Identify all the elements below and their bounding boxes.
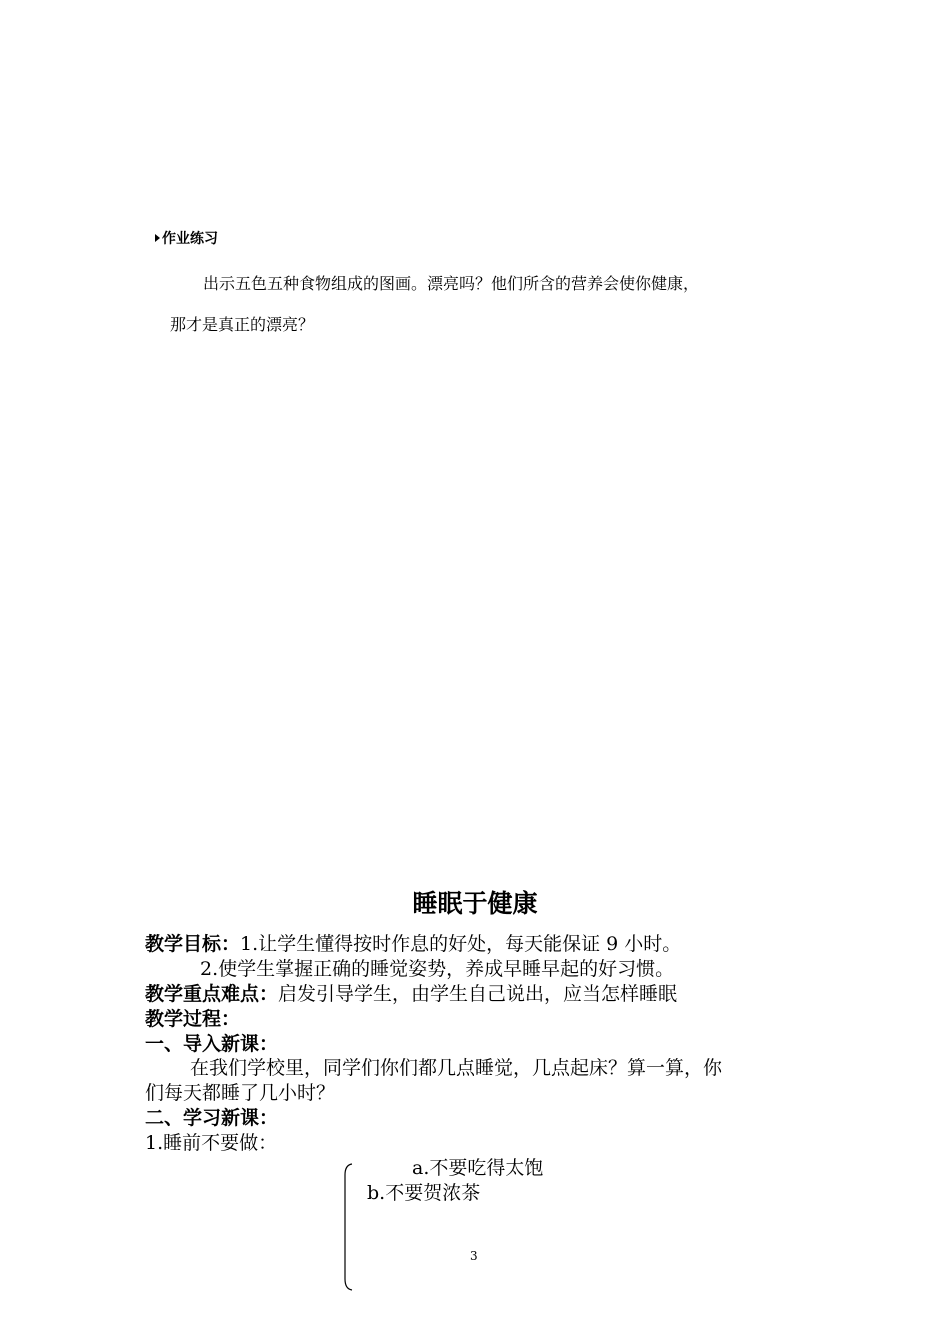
left-brace-icon	[340, 1163, 354, 1291]
section-1-title: 一、导入新课：	[145, 1033, 279, 1055]
sub-item-a: a.不要吃得太饱	[412, 1157, 544, 1179]
homework-heading-text: 作业练习	[162, 231, 218, 247]
section-1-paragraph-line-2: 们每天都睡了几小时？	[145, 1082, 336, 1104]
homework-paragraph-line-1: 出示五色五种食物组成的图画。漂亮吗？他们所含的营养会使你健康，	[203, 274, 700, 293]
item-1: 1.睡前不要做：	[145, 1132, 278, 1154]
lesson-title: 睡眠于健康	[412, 889, 538, 918]
section-2-title: 二、学习新课：	[145, 1107, 279, 1129]
teaching-goal-1: 1.让学生懂得按时作息的好处，每天能保证 9 小时。	[240, 933, 682, 955]
teaching-process-label: 教学过程：	[145, 1008, 241, 1030]
sub-item-b: b.不要贺浓茶	[367, 1182, 481, 1204]
teaching-goals-label: 教学目标：	[145, 933, 241, 955]
section-1-paragraph-line-1: 在我们学校里，同学们你们都几点睡觉，几点起床？算一算，你	[190, 1057, 723, 1079]
teaching-goals-line	[145, 929, 681, 956]
teaching-goal-2: 2.使学生掌握正确的睡觉姿势，养成早睡早起的好习惯。	[200, 958, 675, 980]
homework-heading	[155, 228, 218, 248]
page-number: 3	[470, 1249, 478, 1263]
homework-paragraph-line-2: 那才是真正的漂亮？	[170, 315, 315, 334]
triangle-bullet-icon	[155, 234, 160, 242]
key-points-label: 教学重点难点：	[145, 983, 279, 1005]
key-points-text: 启发引导学生，由学生自己说出，应当怎样睡眠	[278, 983, 678, 1005]
key-points-line	[145, 979, 677, 1006]
